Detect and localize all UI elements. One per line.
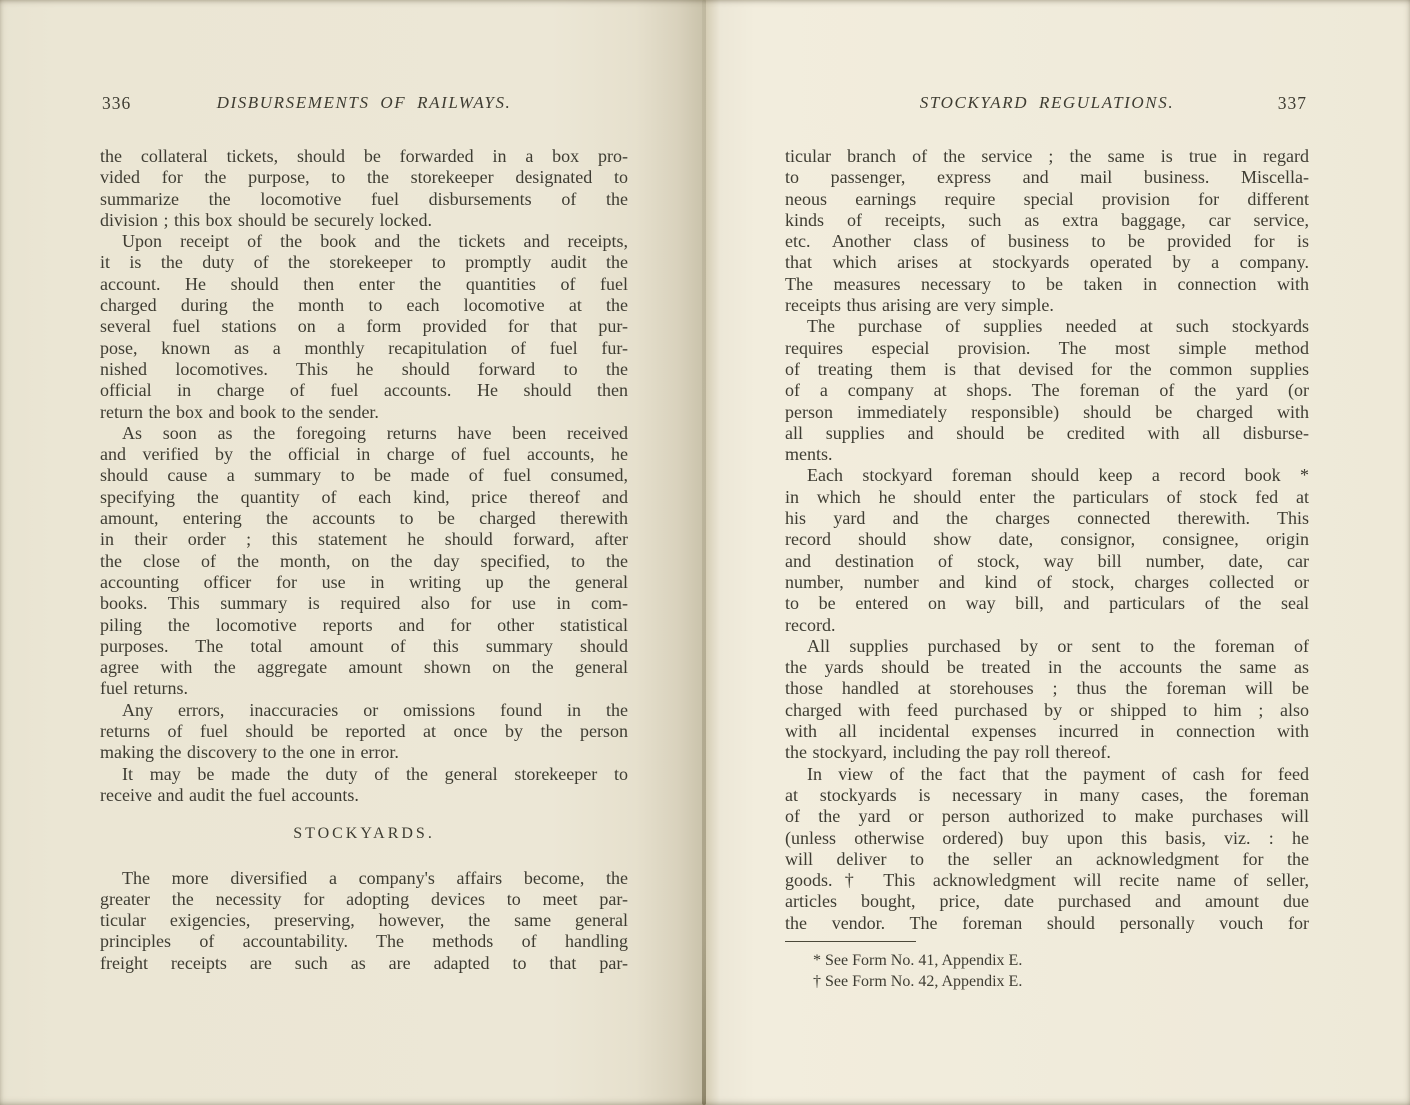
text-line: record. bbox=[785, 614, 836, 635]
text-line: Any errors, inaccuracies or omissions found in the bbox=[122, 699, 628, 720]
footnote: † See Form No. 42, Appendix E. bbox=[813, 972, 1023, 990]
text-line: several fuel stations on a form provided for that pur- bbox=[100, 316, 628, 337]
text-line: agree with the aggregate amount shown on the general bbox=[100, 657, 628, 678]
running-header-right bbox=[785, 93, 1309, 115]
text-line: at stockyards is necessary in many cases, the foreman bbox=[785, 784, 1309, 805]
text-line: in their order ; this statement he should forward, after bbox=[100, 529, 628, 550]
paragraph bbox=[100, 700, 628, 764]
text-line: receive and audit the fuel accounts. bbox=[100, 784, 359, 805]
text-line: fuel returns. bbox=[100, 678, 188, 699]
text-line: the stockyard, including the pay roll thereof. bbox=[785, 742, 1111, 763]
text-line: with all incidental expenses incurred in connection with bbox=[785, 721, 1309, 742]
paragraph bbox=[100, 423, 628, 700]
text-line: to be entered on way bill, and particulars of the seal bbox=[785, 593, 1309, 614]
paragraph bbox=[785, 764, 1309, 934]
text-line: the yards should be treated in the accounts the same as bbox=[785, 657, 1309, 678]
text-line: vided for the purpose, to the storekeeper designated to bbox=[100, 167, 628, 188]
text-line: ments. bbox=[785, 444, 833, 465]
text-line: charged with feed purchased by or shipped to him ; also bbox=[785, 699, 1309, 720]
text-line: (unless otherwise ordered) buy upon this basis, viz. : he bbox=[785, 827, 1309, 848]
running-header-left bbox=[100, 93, 628, 115]
text-line: ticular exigencies, preserving, however, the same general bbox=[100, 910, 628, 931]
text-line: purposes. The total amount of this summary should bbox=[100, 635, 628, 656]
text-line: nished locomotives. This he should forward to the bbox=[100, 358, 628, 379]
text-line: etc. Another class of business to be provided for is bbox=[785, 231, 1309, 252]
running-title-right: STOCKYARD REGULATIONS. bbox=[919, 93, 1175, 112]
text-line: of the yard or person authorized to make purchases will bbox=[785, 806, 1309, 827]
text-line: the collateral tickets, should be forwarded in a box pro- bbox=[100, 146, 628, 166]
text-line: record should show date, consignor, consignee, origin bbox=[785, 529, 1309, 550]
text-line: will deliver to the seller an acknowledgment for the bbox=[785, 848, 1309, 869]
text-line: The measures necessary to be taken in connection with bbox=[785, 273, 1309, 294]
text-line: ticular branch of the service ; the same is true in regard bbox=[785, 146, 1309, 166]
text-line: official in charge of fuel accounts. He should then bbox=[100, 380, 628, 401]
text-line: The more diversified a company's affairs become, the bbox=[122, 867, 628, 888]
text-line: articles bought, price, date purchased and amount due bbox=[785, 891, 1309, 912]
text-line: returns of fuel should be reported at once by the person bbox=[100, 721, 628, 742]
text-line: division ; this box should be securely locked. bbox=[100, 209, 432, 230]
text-line: greater the necessity for adopting devices to meet par- bbox=[100, 888, 628, 909]
text-line: making the discovery to the one in error. bbox=[100, 742, 399, 763]
book-gutter-fold bbox=[702, 0, 706, 1105]
text-line: in which he should enter the particulars of stock fed at bbox=[785, 486, 1309, 507]
paragraph bbox=[100, 146, 628, 231]
text-line: books. This summary is required also for use in com- bbox=[100, 593, 628, 614]
text-line: principles of accountability. The methods of handling bbox=[100, 931, 628, 952]
text-line: return the box and book to the sender. bbox=[100, 401, 379, 422]
text-line: It may be made the duty of the general storekeeper to bbox=[122, 763, 628, 784]
text-line: and destination of stock, way bill number, date, car bbox=[785, 550, 1309, 571]
paragraph bbox=[785, 316, 1309, 465]
running-title-left: DISBURSEMENTS OF RAILWAYS. bbox=[216, 93, 512, 112]
text-line: All supplies purchased by or sent to the foreman of bbox=[807, 635, 1309, 656]
text-line: number, number and kind of stock, charges collected or bbox=[785, 571, 1309, 592]
text-line: The purchase of supplies needed at such stockyards bbox=[807, 316, 1309, 337]
text-line: that which arises at stockyards operated by a company. bbox=[785, 252, 1309, 273]
paragraph bbox=[785, 636, 1309, 764]
paragraph bbox=[100, 764, 628, 807]
text-line: the vendor. The foreman should personally vouch for bbox=[785, 912, 1309, 933]
text-line: piling the locomotive reports and for other statistical bbox=[100, 614, 628, 635]
text-line: As soon as the foregoing returns have been received bbox=[122, 422, 628, 443]
text-line: person immediately responsible) should be charged with bbox=[785, 401, 1309, 422]
text-line: it is the duty of the storekeeper to promptly audit the bbox=[100, 252, 628, 273]
text-line: In view of the fact that the payment of cash for feed bbox=[807, 763, 1309, 784]
body-text-left bbox=[100, 146, 628, 974]
text-line: those handled at storehouses ; thus the foreman will be bbox=[785, 678, 1309, 699]
paragraph bbox=[100, 231, 628, 423]
text-line: the close of the month, on the day specified, to the bbox=[100, 550, 628, 571]
footnote-rule bbox=[785, 941, 916, 942]
text-line: his yard and the charges connected therewith. This bbox=[785, 508, 1309, 529]
text-line: to passenger, express and mail business. Miscella- bbox=[785, 167, 1309, 188]
text-line: goods.† This acknowledgment will recite name of seller, bbox=[785, 870, 1309, 891]
text-line: account. He should then enter the quantities of fuel bbox=[100, 273, 628, 294]
paragraph bbox=[100, 868, 628, 974]
text-line: kinds of receipts, such as extra baggage, car service, bbox=[785, 209, 1309, 230]
section-heading: STOCKYARDS. bbox=[293, 825, 435, 843]
page-number-left: 336 bbox=[102, 93, 132, 113]
text-line: specifying the quantity of each kind, price thereof and bbox=[100, 486, 628, 507]
paragraph bbox=[785, 465, 1309, 635]
text-line: should cause a summary to be made of fuel consumed, bbox=[100, 465, 628, 486]
text-line: neous earnings require special provision for different bbox=[785, 188, 1309, 209]
text-line: freight receipts are such as are adapted to that par- bbox=[100, 952, 628, 973]
text-line: all supplies and should be credited with all disburse- bbox=[785, 422, 1309, 443]
text-line: charged during the month to each locomotive at the bbox=[100, 295, 628, 316]
text-line: receipts thus arising are very simple. bbox=[785, 295, 1054, 316]
text-line: requires especial provision. The most simple method bbox=[785, 337, 1309, 358]
text-line: pose, known as a monthly recapitulation of fuel fur- bbox=[100, 337, 628, 358]
text-line: and verified by the official in charge of fuel accounts, he bbox=[100, 444, 628, 465]
text-line: summarize the locomotive fuel disbursements of the bbox=[100, 188, 628, 209]
text-line: Each stockyard foreman should keep a record book * bbox=[807, 465, 1309, 486]
footnote-block bbox=[785, 941, 1309, 992]
paragraph bbox=[785, 146, 1309, 316]
text-line: of treating them is that devised for the common supplies bbox=[785, 358, 1309, 379]
body-text-right bbox=[785, 146, 1309, 992]
text-line: accounting officer for use in writing up the general bbox=[100, 571, 628, 592]
page-number-right: 337 bbox=[1277, 93, 1307, 113]
text-line: of a company at shops. The foreman of the yard (or bbox=[785, 380, 1309, 401]
footnote: * See Form No. 41, Appendix E. bbox=[813, 951, 1023, 969]
text-line: Upon receipt of the book and the tickets and receipts, bbox=[122, 231, 628, 252]
text-line: amount, entering the accounts to be charged therewith bbox=[100, 508, 628, 529]
